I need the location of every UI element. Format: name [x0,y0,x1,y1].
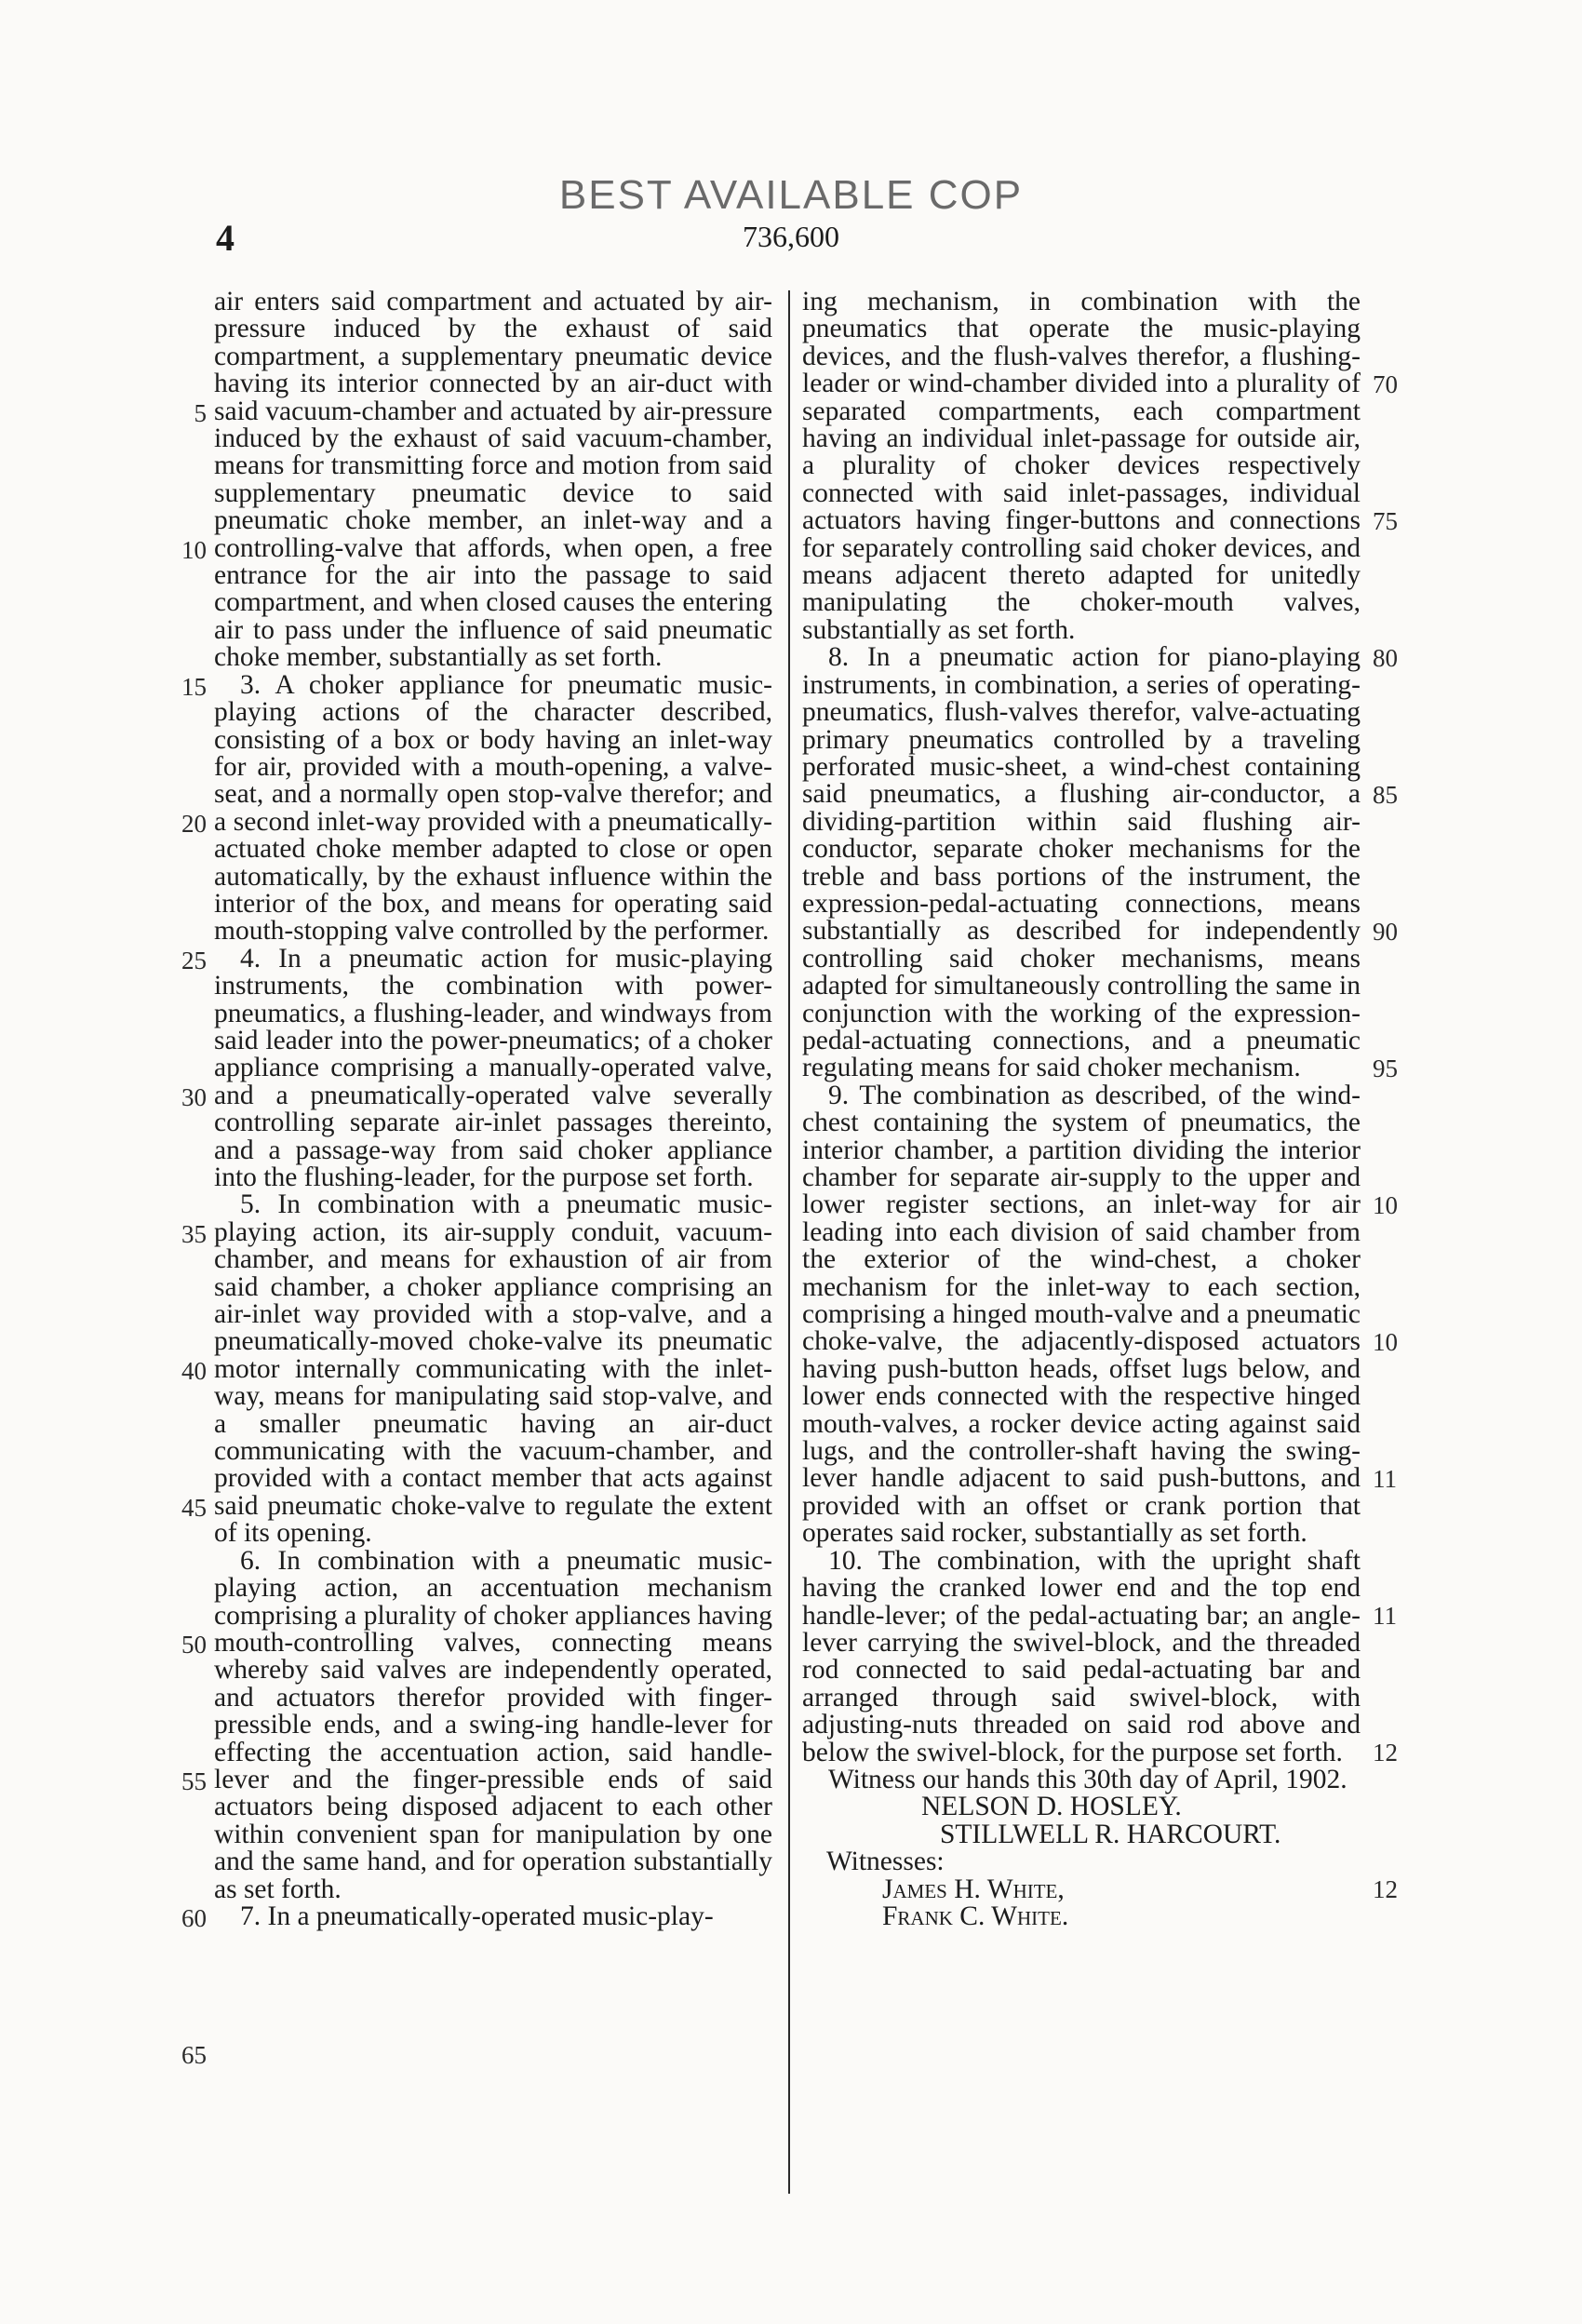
right-column [802,289,1361,1930]
witness-1: James H. White, [882,1874,1065,1904]
margin-line-number: 20 [181,810,207,838]
margin-line-number: 10 [181,536,207,564]
margin-line-number: 11 [1373,1602,1397,1630]
claim-3: 3. A choker appliance for pneumatic music-playing actions of the character described, consisting of a box or body having an inlet-way for air, provided with a mouth-opening, a valve-seat, and a normally open stop-valve therefor; and a second inlet-way provided with a pneumatically-actuated choke member adapted to close or open automatically, by the exhaust influence within the interior of the box, and means for operating said mouth-stopping valve controlled by the performer. [214,669,772,947]
claim-5: 5. In combination with a pneumatic music-playing action, its air-supply conduit, vacuum-chamber, and means for exhaustion of air from said chamber, a choker appliance comprising an air-inlet way provided with a stop-valve, and a pneumatically-moved choke-valve its pneumatic motor internally communicating with the inlet-way, means for manipulating said stop-valve, and a smaller pneumatic having an air-duct communicating with the vacuum-chamber, and provided with a contact member that acts against said pneumatic choke-valve to regulate the extent of its opening. [214,1189,772,1549]
inventor-signature-1: NELSON D. HOSLEY. [921,1792,1182,1822]
claim-4: 4. In a pneumatic action for music-playing instruments, the combination with power-pneumatics, a flushing-leader, and windways from said leader into the power-pneumatics; of a choker appliance comprising a manually-operated valve, and a pneumatically-operated valve severally controlling separate air-inlet passages thereinto, and a passage-way from said choker appliance into the flushing-leader, for the purpose set forth. [214,943,772,1192]
claim-6: 6. In combination with a pneumatic music-playing action, an accentuation mechanism comprising a plurality of choker appliances having mouth-controlling valves, connecting means whereby said valves are independently operated, and actuators therefor provided with finger-pressible ends, and a swing-ing handle-lever for effecting the accentuation action, said handle-lever and the finger-pressible ends of said actuators being disposed adjacent to each other within convenient span for manipulation by one and the same hand, and for operation substantially as set forth. [214,1545,772,1904]
margin-line-number: 65 [181,2041,207,2069]
witnesses-label: Witnesses: [826,1847,945,1877]
margin-line-number: 11 [1373,1465,1397,1493]
margin-line-number: 35 [181,1220,207,1248]
margin-line-number: 55 [181,1767,207,1795]
claim-10: 10. The combination, with the upright shaft having the cranked lower end and the top end handle-lever; of the pedal-actuating bar; an angle-lever carrying the swivel-block, and the threaded rod connected to said pedal-actuating bar and arranged through said swivel-block, with adjusting-nuts threaded on said rod above and below the swivel-block, for the purpose set forth. [802,1545,1361,1767]
margin-line-number: 60 [181,1904,207,1932]
best-available-copy-stamp: BEST AVAILABLE COP [558,172,1024,218]
page-number: 4 [216,217,235,259]
margin-line-number: 45 [181,1494,207,1522]
margin-line-number: 50 [181,1631,207,1659]
witness-statement: Witness our hands this 30th day of April, 1902. [828,1764,1347,1794]
margin-line-number: 40 [181,1357,207,1385]
left-column [214,289,772,1930]
margin-line-number: 5 [194,399,207,427]
column-divider [788,290,790,2194]
claim-8: 8. In a pneumatic action for piano-playing instruments, in combination, a series of operating-pneumatics, flush-valves therefor, valve-actuating primary pneumatics controlled by a traveling perforated music-sheet, a wind-chest containing said pneumatics, a flushing air-conductor, a dividing-partition within said flushing air-conductor, separate choker mechanisms for the treble and bass portions of the instrument, the expression-pedal-actuating connections, means substantially as described for independently controlling said choker mechanisms, means adapted for simultaneously controlling the same in conjunction with the working of the expression-pedal-actuating connections, and a pneumatic regulating means for said choker mechanism. [802,642,1361,1083]
margin-line-number: 25 [181,947,207,974]
margin-line-number: 10 [1373,1191,1398,1219]
margin-line-number: 12 [1373,1875,1398,1903]
claim-7-continuation: ing mechanism, in combination with the pneumatics that operate the music-playing devices, and the flush-valves therefor, a flushing-leader or wind-chamber divided into a plurality of separated compartments, each compartment having an individual inlet-passage for outside air, a plurality of choker devices respectively connected with said inlet-passages, individual actuators having finger-buttons and connections for separately controlling said choker devices, and means adjacent thereto adapted for unitedly manipulating the choker-mouth valves, substantially as set forth. [802,287,1361,645]
margin-line-number: 75 [1373,507,1398,535]
margin-line-number: 90 [1373,918,1398,946]
margin-line-number: 70 [1373,370,1398,398]
margin-line-number: 10 [1373,1328,1398,1356]
inventor-signature-2: STILLWELL R. HARCOURT. [940,1819,1281,1849]
claim-7-start: 7. In a pneumatically-operated music-play- [240,1901,714,1931]
margin-line-number: 12 [1373,1739,1398,1767]
margin-line-number: 30 [181,1083,207,1111]
claim-2-continuation: air enters said compartment and actuated by air-pressure induced by the exhaust of said compartment, a supplementary pneumatic device having its interior connected by an air-duct with said vacuum-chamber and actuated by air-pressure induced by the exhaust of said vacuum-chamber, means for transmitting force and motion from said supplementary pneumatic device to said pneumatic choke member, an inlet-way and a controlling-valve that affords, when open, a free entrance for the air into the passage to said compartment, and when closed causes the entering air to pass under the influence of said pneumatic choke member, substantially as set forth. [214,287,772,673]
claim-9: 9. The combination as described, of the wind-chest containing the system of pneumatics, the interior chamber, a partition dividing the interior chamber for separate air-supply to the upper and lower register sections, an inlet-way for air leading into each division of said chamber from the exterior of the wind-chest, a choker mechanism for the inlet-way to each section, comprising a hinged mouth-valve and a pneumatic choke-valve, the adjacently-disposed actuators having push-button heads, offset lugs below, and lower ends connected with the respective hinged mouth-valves, a rocker device acting against said lugs, and the controller-shaft having the swing-lever handle adjacent to said push-buttons, and provided with an offset or crank portion that operates said rocker, substantially as set forth. [802,1080,1361,1549]
margin-line-number: 95 [1373,1055,1398,1082]
margin-line-number: 85 [1373,781,1398,809]
margin-line-number: 15 [181,673,207,701]
patent-number: 736,600 [743,220,839,253]
margin-line-number: 80 [1373,644,1398,672]
witness-2: Frank C. White. [882,1901,1069,1931]
